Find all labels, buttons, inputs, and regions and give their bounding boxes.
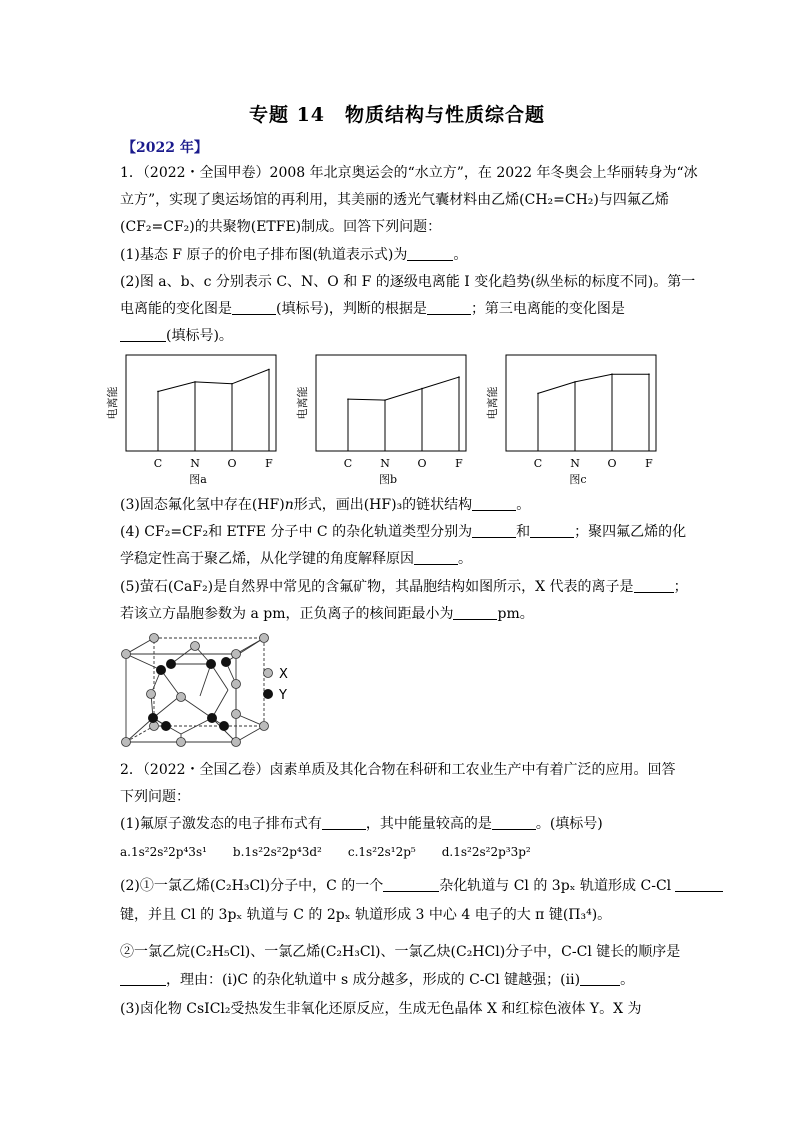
q1-part2-line1: (2)图 a、b、c 分别表示 C、N、O 和 F 的逐级电离能 I 变化趋势(纵坐标的标度不同)。第一 — [120, 274, 696, 290]
data-point-N — [384, 399, 386, 401]
q1-part2-text-d: (填标号)。 — [166, 328, 233, 344]
q1-part5-line1 — [120, 577, 688, 597]
x-tick-label-O: O — [227, 457, 237, 470]
chart-c — [486, 355, 666, 490]
legend-y-label: Y — [279, 688, 287, 703]
q2-part2-line3: ②一氯乙烷(C₂H₅Cl)、一氯乙烯(C₂H₃Cl)、一氯乙炔(C₂HCl)分子中，C-Cl 键长的顺序是 — [120, 944, 681, 960]
q1-part4-line1 — [120, 522, 686, 542]
q1-line3: (CF₂=CF₂)的共聚物(ETFE)制成。回答下列问题： — [120, 219, 442, 235]
q2-part2-text-b: 杂化轨道与 Cl 的 3pₓ 轨道形成 C-Cl — [439, 878, 672, 894]
chart-c-svg — [486, 355, 666, 490]
q1-part4-text-c: ；聚四氟乙烯的化 — [574, 524, 687, 540]
answer-blank[interactable] — [427, 300, 471, 315]
q2-part2-text-c: ，理由：(ⅰ)C 的杂化轨道中 s 成分越多，形成的 C-Cl 键越强；(ⅱ) — [166, 972, 581, 988]
x-tick-label-F: F — [455, 457, 463, 470]
answer-blank[interactable] — [634, 578, 674, 593]
page-title: 专题 14 物质结构与性质综合题 — [248, 104, 546, 126]
q2-part3: (3)卤化物 CsICl₂受热发生非氧化还原反应，生成无色晶体 X 和红棕色液体 Y。X 为 — [120, 1001, 642, 1017]
data-point-C — [347, 398, 349, 400]
q1-part1-text: (1)基态 F 原子的价电子排布图(轨道表示式)为 — [120, 247, 408, 263]
answer-blank[interactable] — [414, 550, 458, 565]
q2-part2-line2: 键，并且 Cl 的 3pₓ 轨道与 C 的 2pₓ 轨道形成 3 中心 4 电子的大 π 键(Π₃⁴)。 — [120, 907, 612, 923]
q1-part4-text-d: 学稳定性高于聚乙烯，从化学键的角度解释原因 — [120, 551, 414, 567]
q1-part4-text-b: 和 — [516, 524, 531, 540]
answer-blank[interactable] — [675, 877, 723, 892]
chart-caption: 图a — [189, 473, 207, 486]
q1-part5-line2 — [120, 604, 534, 624]
option-a[interactable]: a.1s²2s²2p⁴3s¹ — [120, 845, 207, 859]
data-point-F — [458, 376, 460, 378]
q2-part1 — [120, 814, 603, 834]
chart-a-svg — [106, 355, 286, 490]
chart-b-svg — [296, 355, 476, 490]
data-point-C — [157, 391, 159, 393]
chart-frame — [506, 355, 656, 451]
q2-line1: 2．（2022・全国乙卷）卤素单质及其化合物在科研和工农业生产中有着广泛的应用。回答 — [120, 762, 676, 778]
q1-part4-line2 — [120, 549, 472, 569]
legend-x-label: X — [279, 667, 288, 682]
data-point-N — [574, 381, 576, 383]
q1-part3-text-b: 形式，画出(HF)₃的链状结构 — [293, 497, 473, 513]
data-line — [348, 377, 459, 400]
data-line — [538, 374, 649, 393]
q1-part1 — [120, 245, 467, 265]
x-tick-label-C: C — [533, 457, 543, 470]
q2-part2-line1 — [120, 876, 723, 896]
q2-part1-text-c: 。(填标号) — [535, 816, 603, 832]
q1-part2-text-a: 电离能的变化图是 — [120, 301, 232, 317]
q2-part2-text-a: (2)①一氯乙烯(C₂H₃Cl)分子中，C 的一个 — [120, 878, 384, 894]
q2-part1-text-a: (1)氟原子激发态的电子排布式有 — [120, 816, 322, 832]
q1-line1: 1．（2022・全国甲卷）2008 年北京奥运会的“水立方”，在 2022 年冬奥会上华丽转身为“冰 — [120, 165, 698, 181]
data-point-O — [231, 383, 233, 385]
q1-part5-text-a: (5)萤石(CaF₂)是自然界中常见的含氟矿物，其晶胞结构如图所示，X 代表的离子是 — [120, 579, 634, 595]
q1-part2-line2 — [120, 299, 625, 319]
data-point-F — [648, 373, 650, 375]
x-tick-label-C: C — [343, 457, 353, 470]
x-tick-label-C: C — [153, 457, 163, 470]
x-tick-label-N: N — [570, 457, 580, 470]
answer-blank[interactable] — [120, 971, 166, 986]
chart-a — [106, 355, 286, 490]
data-line — [158, 369, 269, 391]
chart-frame — [316, 355, 466, 451]
q2-options — [120, 845, 557, 859]
legend-y-marker — [263, 689, 273, 699]
answer-blank[interactable] — [407, 246, 453, 261]
answer-blank[interactable] — [120, 327, 166, 342]
q2-part1-text-b: ，其中能量较高的是 — [365, 816, 492, 832]
x-tick-label-O: O — [417, 457, 427, 470]
data-point-N — [194, 381, 196, 383]
x-tick-label-O: O — [607, 457, 617, 470]
answer-blank[interactable] — [580, 971, 620, 986]
answer-blank[interactable] — [492, 815, 536, 830]
answer-blank[interactable] — [530, 523, 574, 538]
q1-part5-text-c: 若该立方晶胞参数为 a pm，正负离子的核间距最小为 — [120, 606, 454, 622]
q1-part3-text-a: (3)固态氟化氢中存在(HF) — [120, 497, 285, 513]
fluorite-unit-cell-diagram — [116, 632, 316, 750]
data-point-C — [537, 393, 539, 395]
data-point-O — [421, 388, 423, 390]
chart-caption: 图c — [569, 473, 587, 486]
option-b[interactable]: b.1s²2s²2p⁴3d² — [232, 845, 322, 859]
q1-part1-end: 。 — [453, 247, 468, 263]
answer-blank[interactable] — [472, 496, 516, 511]
q1-part5-text-b: ； — [673, 579, 688, 595]
answer-blank[interactable] — [383, 877, 439, 892]
q1-part2-text-c: ；第三电离能的变化图是 — [470, 301, 625, 317]
q1-part5-text-d: pm。 — [497, 606, 534, 622]
chart-frame — [126, 355, 276, 451]
q1-part2-line3 — [120, 326, 233, 346]
crystal-structure-figure — [116, 632, 316, 750]
q1-line2: 立方”，实现了奥运场馆的再利用，其美丽的透光气囊材料由乙烯(CH₂=CH₂)与四氟乙烯 — [120, 192, 669, 208]
x-tick-label-F: F — [645, 457, 653, 470]
year-tag: 【2022 年】 — [122, 140, 208, 156]
data-point-F — [268, 369, 270, 371]
x-tick-label-N: N — [380, 457, 390, 470]
q1-part4-end: 。 — [458, 551, 472, 567]
y-axis-label: 电离能 — [106, 386, 119, 420]
q1-part3-n: n — [284, 497, 294, 513]
answer-blank[interactable] — [322, 815, 366, 830]
option-d[interactable]: d.1s²2s²2p³3p² — [441, 845, 531, 859]
q1-part2-text-b: (填标号)，判断的根据是 — [276, 301, 427, 317]
q1-part3-end: 。 — [516, 497, 531, 513]
answer-blank[interactable] — [472, 523, 516, 538]
data-point-O — [611, 373, 613, 375]
q2-part2-text-d: 。 — [620, 972, 635, 988]
answer-blank[interactable] — [453, 605, 497, 620]
y-axis-label: 电离能 — [486, 386, 499, 420]
q2-part2-line4 — [120, 970, 634, 990]
option-c[interactable]: c.1s²2s¹2p⁵ — [347, 845, 416, 859]
answer-blank[interactable] — [232, 300, 276, 315]
q2-line2: 下列问题： — [120, 789, 190, 805]
legend-x-marker — [264, 669, 273, 678]
chart-b — [296, 355, 476, 490]
y-axis-label: 电离能 — [296, 386, 309, 420]
chart-caption: 图b — [378, 473, 398, 486]
q1-part3 — [120, 495, 530, 515]
x-tick-label-F: F — [265, 457, 273, 470]
x-tick-label-N: N — [190, 457, 200, 470]
q1-part4-text-a: (4) CF₂=CF₂和 ETFE 分子中 C 的杂化轨道类型分别为 — [120, 524, 473, 540]
